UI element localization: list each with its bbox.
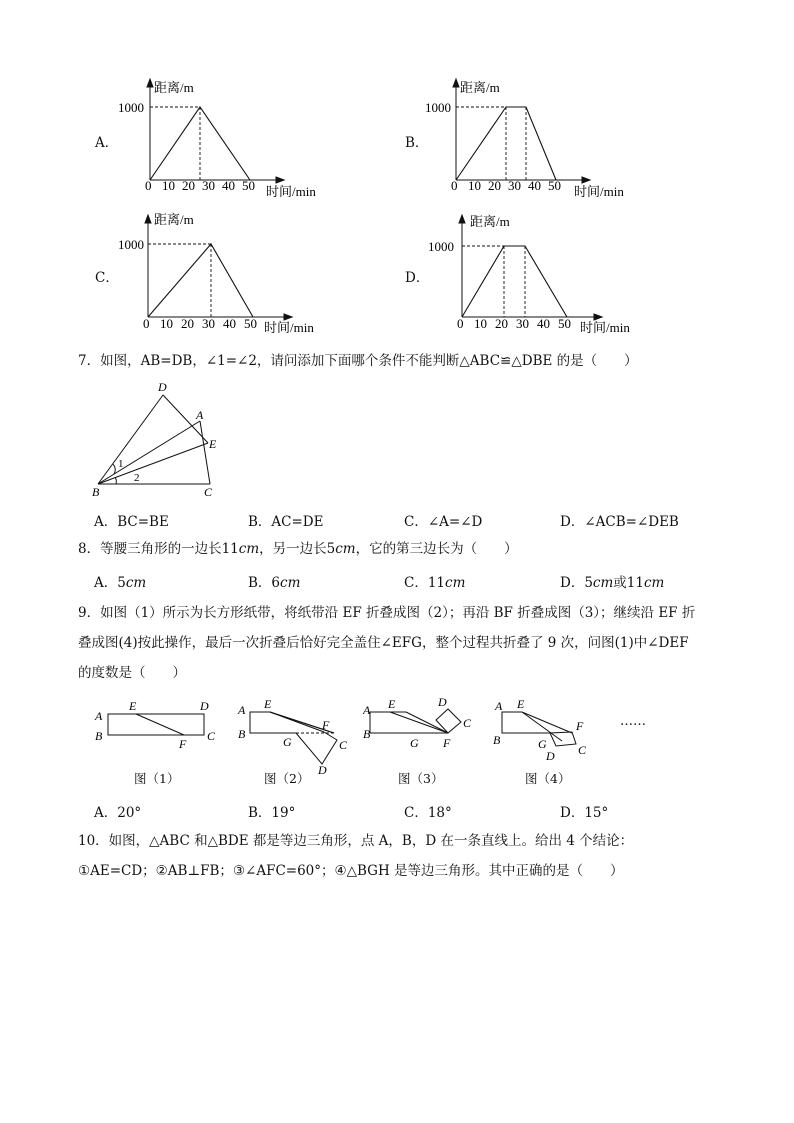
q9-figure-4 (490, 696, 630, 764)
label: A (238, 703, 246, 717)
label: cm (125, 575, 147, 591)
y-axis-label: 距离/m (460, 80, 500, 95)
angle-arc-2 (115, 477, 116, 484)
label: G (283, 735, 292, 749)
x-tick: 10 (160, 316, 173, 331)
label: B (363, 727, 371, 741)
label-e: E (209, 437, 217, 451)
label: cm (280, 575, 301, 591)
x-axis-label: 时间/min (264, 320, 314, 335)
x-tick: 30 (516, 316, 529, 331)
label: cm (445, 575, 466, 591)
q7-option-c[interactable]: C．∠A=∠D (404, 514, 483, 530)
axes (459, 215, 602, 320)
seg-be (98, 443, 208, 484)
q9-figure-2 (236, 696, 356, 778)
option-c-label: C． (95, 270, 119, 286)
x-tick: 20 (182, 178, 195, 193)
q8-len2: 5 (326, 541, 336, 557)
series-line (462, 246, 567, 317)
label: C (207, 729, 216, 743)
x-axis-label: 时间/min (574, 184, 624, 199)
label-angle-1: 1 (118, 458, 124, 470)
plot-area (456, 107, 556, 180)
q9-caption-1: 图（1） (134, 771, 180, 786)
strip (108, 714, 204, 735)
x-ticks (160, 316, 257, 331)
q9-option-a[interactable]: A．20° (94, 805, 142, 821)
q8-stem-pre: 8．等腰三角形的一边长 (78, 541, 222, 557)
label: E (388, 697, 396, 711)
seg-ba (98, 421, 200, 484)
y-tick: 1000 (118, 237, 144, 252)
graph-b (420, 74, 650, 200)
label: C (463, 716, 472, 730)
axes (145, 215, 292, 320)
y-tick: 1000 (428, 239, 454, 254)
label: B (238, 727, 246, 741)
x-tick: 20 (495, 316, 508, 331)
q9-dots: …… (620, 714, 646, 729)
x-tick: 40 (223, 316, 236, 331)
q8-stem-post: ，它的第三边长为（ ） (355, 541, 518, 557)
q10-line1: 10．如图，△ABC 和△BDE 都是等边三角形，点 A，B，D 在一条直线上。给出 4 个结论： (78, 833, 634, 849)
label: E (129, 699, 137, 713)
label: A (363, 703, 371, 717)
strip-fixed (250, 712, 296, 733)
label: A (95, 709, 103, 723)
q9-caption-4: 图（4） (525, 771, 571, 786)
x-ticks (474, 316, 571, 331)
x-tick: 50 (244, 316, 257, 331)
q9-caption-3: 图（3） (398, 771, 444, 786)
label: E (264, 697, 272, 711)
x-tick: 30 (508, 178, 521, 193)
x-tick: 10 (474, 316, 487, 331)
q8-option-a[interactable] (94, 571, 146, 591)
q8-option-b[interactable] (248, 571, 300, 591)
series-line (148, 244, 253, 317)
label-a: A (196, 408, 204, 422)
y-axis-label: 距离/m (154, 80, 194, 95)
plot-area (462, 246, 567, 317)
x-tick: 40 (222, 178, 235, 193)
q8-stem-mid: ，另一边长 (259, 541, 327, 557)
label: 11 (626, 575, 644, 591)
origin: 0 (457, 316, 464, 331)
q8-unit1: cm (238, 541, 260, 557)
q9-line2: 叠成图(4)按此操作，最后一次折叠后恰好完全盖住∠EFG，整个过程共折叠了 9 次，问图(1)中∠DEF (78, 635, 689, 651)
label: D (318, 763, 327, 777)
label: D (438, 695, 447, 709)
label-d: D (158, 380, 167, 394)
y-tick: 1000 (118, 100, 144, 115)
label: A． (94, 575, 118, 591)
label: F (179, 737, 187, 751)
q7-figure (88, 378, 228, 502)
label-b: B (92, 485, 100, 499)
option-b-label: B． (405, 135, 429, 151)
label: D (546, 749, 555, 763)
seg-ac (200, 421, 210, 484)
seg-bd (98, 395, 163, 484)
x-tick: 10 (468, 178, 481, 193)
option-d-label: D． (405, 270, 430, 286)
origin: 0 (451, 178, 458, 193)
x-axis-label: 时间/min (266, 184, 316, 199)
label: F (576, 719, 584, 733)
label: B． (248, 575, 272, 591)
label-angle-2: 2 (134, 472, 140, 484)
q8-len1: 11 (221, 541, 239, 557)
q10-line2: ①AE=CD；②AB⊥FB；③∠AFC=60°；④△BGH 是等边三角形。其中正确的是（ ） (78, 863, 624, 879)
plot-area (148, 244, 253, 317)
graph-d (420, 208, 650, 338)
x-tick: 40 (537, 316, 550, 331)
plot-area (150, 107, 250, 180)
origin: 0 (143, 316, 150, 331)
q7-stem: 7．如图，AB=DB，∠1=∠2，请问添加下面哪个条件不能判断△ABC≌△DBE 的是（ ） (78, 353, 638, 369)
label: F (443, 736, 451, 750)
label: E (517, 697, 525, 711)
label: 5 (117, 575, 126, 591)
option-a-label: A． (95, 135, 119, 151)
label: A (495, 699, 503, 713)
label: 或 (613, 575, 627, 591)
q7-option-b[interactable]: B．AC=DE (248, 514, 324, 530)
graph-c (110, 208, 340, 338)
q8-option-d[interactable] (560, 571, 664, 591)
label: C (339, 738, 348, 752)
label: G (538, 737, 547, 751)
label: F (322, 718, 330, 732)
label: 5 (584, 575, 593, 591)
label: cm (643, 575, 665, 591)
x-tick: 20 (181, 316, 194, 331)
q9-figure-1 (92, 696, 222, 752)
q8-unit2: cm (335, 541, 356, 557)
q9-line1: 9．如图（1）所示为长方形纸带，将纸带沿 EF 折叠成图（2）；再沿 BF 折叠成图（3）；继续沿 EF 折 (78, 605, 696, 621)
x-tick: 10 (162, 178, 175, 193)
x-tick: 30 (202, 316, 215, 331)
label-c: C (204, 485, 213, 499)
angle-arc-1 (113, 464, 115, 474)
q7-option-a[interactable]: A．BC=BE (94, 514, 169, 530)
y-axis-label: 距离/m (470, 214, 510, 229)
label: C (578, 743, 587, 757)
q9-option-b[interactable]: B．19° (248, 805, 296, 821)
graph-a (110, 74, 340, 200)
x-tick: 20 (488, 178, 501, 193)
label: G (410, 736, 419, 750)
q8-option-c[interactable] (404, 571, 465, 591)
label: cm (592, 575, 614, 591)
x-tick: 40 (528, 178, 541, 193)
label: D． (560, 575, 585, 591)
fold-ef (136, 714, 184, 735)
label: B (95, 729, 103, 743)
x-axis-label: 时间/min (580, 320, 630, 335)
x-tick: 50 (242, 178, 255, 193)
label: 11 (427, 575, 446, 591)
y-tick: 1000 (425, 100, 451, 115)
q8-stem (78, 539, 518, 559)
q9-option-c[interactable]: C．18° (404, 805, 452, 821)
x-tick: 50 (548, 178, 561, 193)
label: 6 (271, 575, 281, 591)
q9-caption-2: 图（2） (264, 771, 310, 786)
q9-figure-3 (360, 690, 480, 750)
q7-option-d[interactable]: D．∠ACB=∠DEB (560, 514, 679, 530)
y-axis-label: 距离/m (154, 212, 194, 227)
x-tick: 50 (558, 316, 571, 331)
label: D (200, 699, 209, 713)
label: C． (404, 575, 428, 591)
label: B (493, 733, 501, 747)
x-tick: 30 (202, 178, 215, 193)
q9-option-d[interactable]: D．15° (560, 805, 609, 821)
origin: 0 (145, 178, 152, 193)
q9-line3: 的度数是（ ） (78, 665, 186, 681)
